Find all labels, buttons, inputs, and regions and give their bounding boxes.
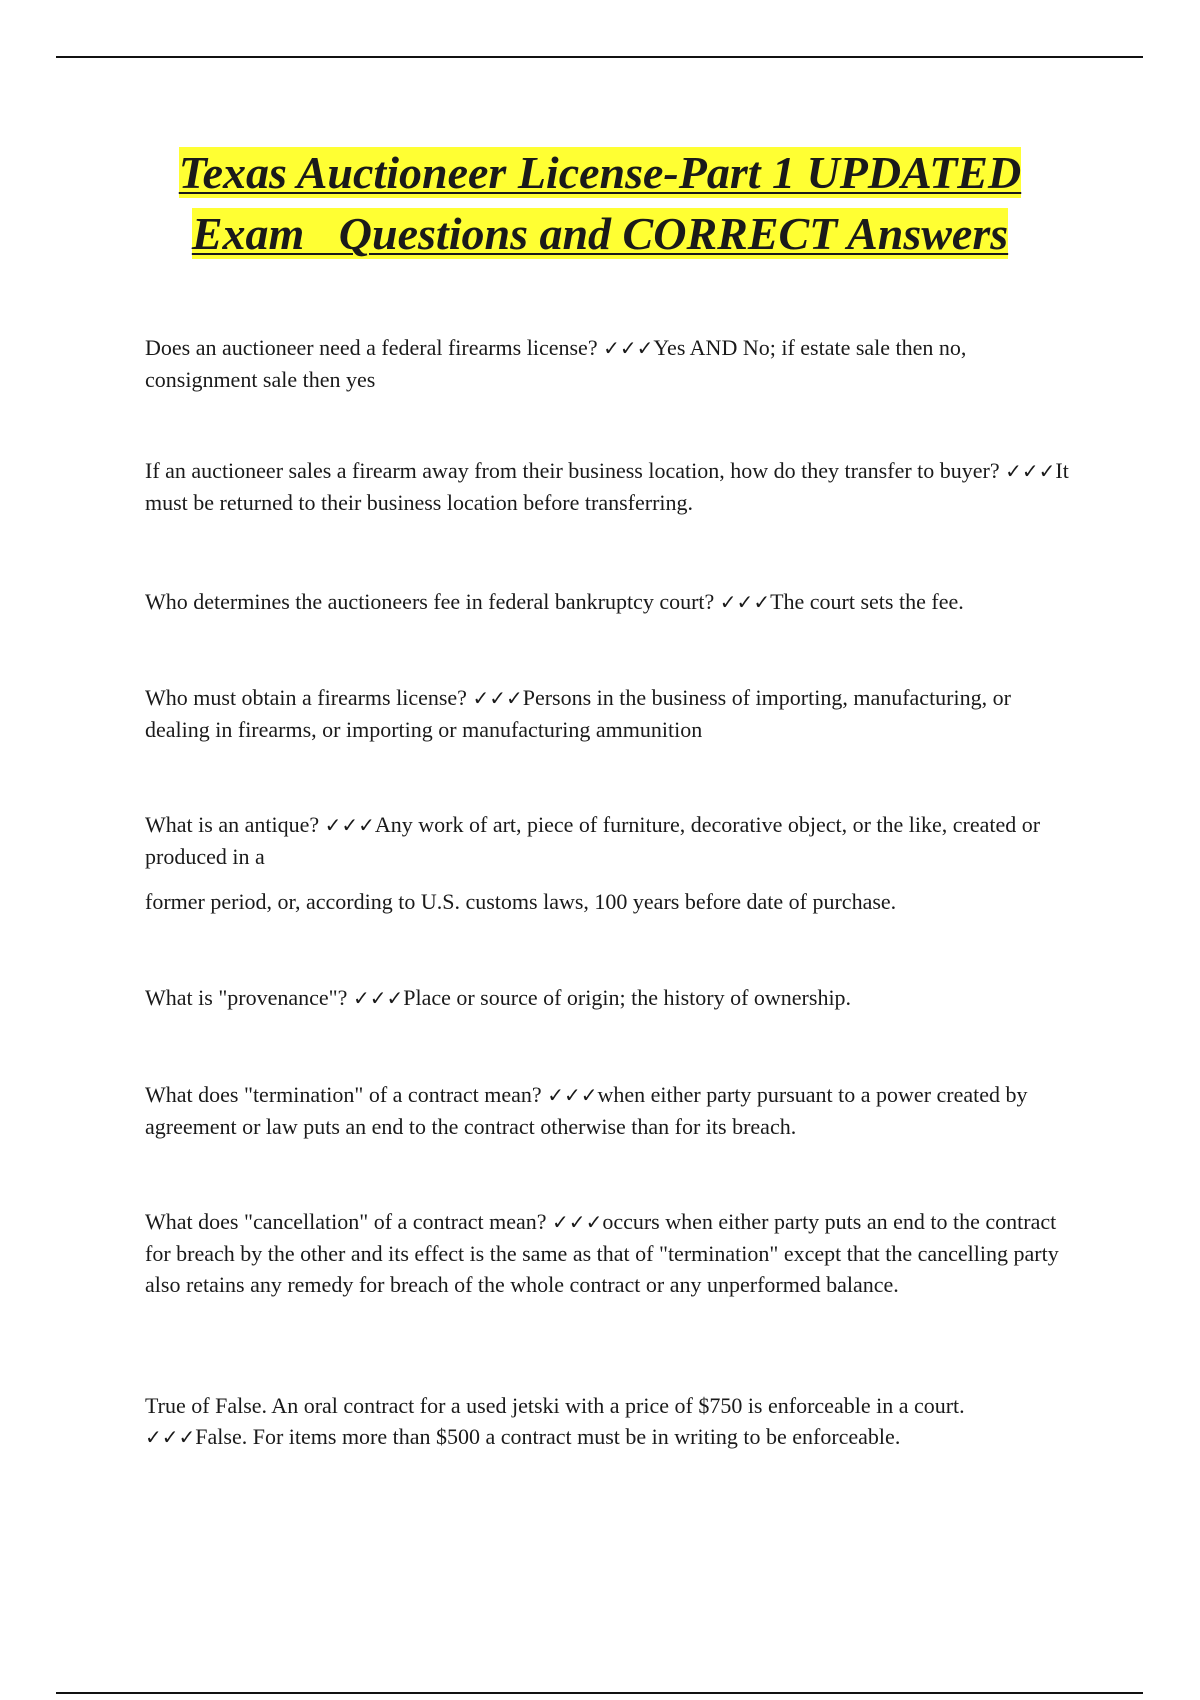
- answer-text: The court sets the fee.: [770, 589, 964, 614]
- qa-item-8: [145, 1206, 1070, 1300]
- answer-text: Yes AND No; if estate sale then no, consignment sale then yes: [145, 335, 967, 392]
- question-text: What does "cancellation" of a contract mean?: [145, 1209, 553, 1234]
- answer-text: Any work of art, piece of furniture, decorative object, or the like, created or produced in a: [145, 812, 1041, 869]
- question-text: If an auctioneer sales a firearm away from their business location, how do they transfer to buyer?: [145, 458, 1006, 483]
- check-marks-icon: ✓✓✓: [145, 1425, 196, 1449]
- bottom-rule: [56, 1692, 1143, 1694]
- qa-item-7: [145, 1079, 1070, 1142]
- question-text: Who must obtain a firearms license?: [145, 685, 473, 710]
- check-marks-icon: ✓✓✓: [1005, 459, 1056, 483]
- question-text: Who determines the auctioneers fee in federal bankruptcy court?: [145, 589, 720, 614]
- question-text: What does "termination" of a contract mean?: [145, 1082, 548, 1107]
- question-text: What is "provenance"?: [145, 985, 353, 1010]
- qa-item-5: [145, 809, 1070, 872]
- check-marks-icon: ✓✓✓: [552, 1210, 603, 1234]
- question-text: True of False. An oral contract for a used jetski with a price of $750 is enforceable in a court.: [145, 1393, 965, 1418]
- check-marks-icon: ✓✓✓: [603, 336, 654, 360]
- qa-item-3: [145, 586, 1070, 618]
- check-marks-icon: ✓✓✓: [547, 1083, 598, 1107]
- answer-text: Persons in the business of importing, manufacturing, or dealing in firearms, or importing or manufacturing ammunition: [145, 685, 1011, 742]
- question-text: What is an antique?: [145, 812, 325, 837]
- title-line-1: Texas Auctioneer License-Part 1 UPDATED: [178, 147, 1022, 198]
- top-rule: [56, 56, 1143, 58]
- qa-item-2: [145, 455, 1070, 518]
- answer-text: It must be returned to their business location before transferring.: [145, 458, 1069, 515]
- question-text: Does an auctioneer need a federal firearms license?: [145, 335, 604, 360]
- answer-text: False. For items more than $500 a contract must be in writing to be enforceable.: [195, 1424, 901, 1449]
- answer-text: occurs when either party puts an end to the contract for breach by the other and its effect is the same as that of "termination" except that the cancelling party also retains any remedy for breach of the whole contract or any unperformed balance.: [145, 1209, 1059, 1297]
- check-marks-icon: ✓✓✓: [324, 813, 375, 837]
- qa-item-1: [145, 332, 1070, 395]
- qa-item-9: [145, 1390, 1070, 1453]
- qa-item-4: [145, 682, 1070, 745]
- qa-item-5-continuation: former period, or, according to U.S. customs laws, 100 years before date of purchase.: [145, 889, 897, 914]
- answer-text: Place or source of origin; the history of ownership.: [403, 985, 852, 1010]
- qa-item-6: [145, 982, 1070, 1014]
- check-marks-icon: ✓✓✓: [352, 986, 404, 1010]
- page-title: [80, 142, 1120, 264]
- title-line-2: Exam Questions and CORRECT Answers: [191, 208, 1009, 259]
- check-marks-icon: ✓✓✓: [472, 686, 523, 710]
- answer-text: when either party pursuant to a power created by agreement or law puts an end to the contract otherwise than for its breach.: [145, 1082, 1028, 1139]
- check-marks-icon: ✓✓✓: [719, 590, 771, 614]
